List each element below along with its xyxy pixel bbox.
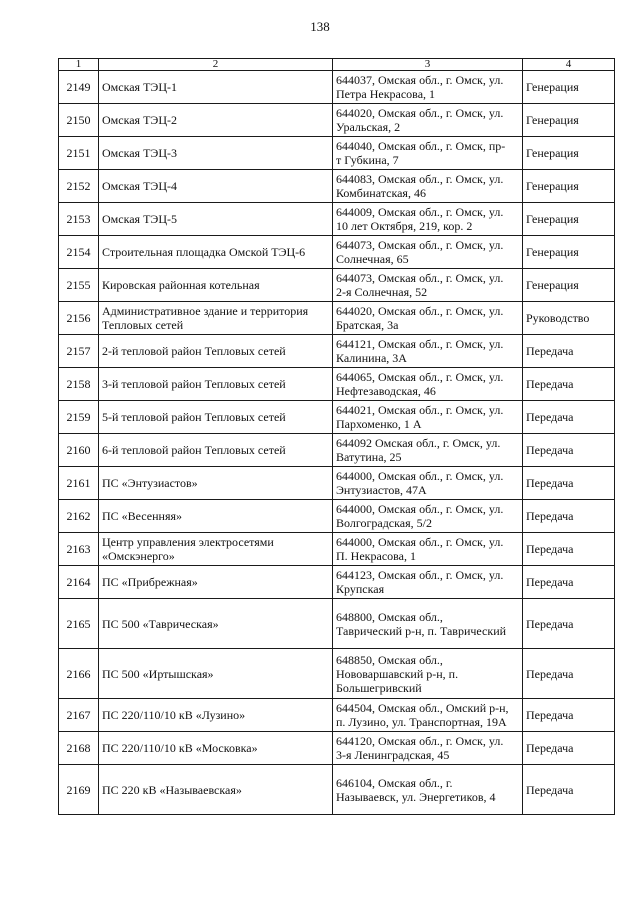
activity-type: Передача	[523, 368, 615, 401]
facility-address	[333, 732, 523, 765]
facility-address	[333, 236, 523, 269]
column-header: 1	[59, 59, 99, 71]
facility-address	[333, 170, 523, 203]
address-line: 644123, Омская обл., г. Омск, ул.	[336, 568, 504, 582]
activity-type: Генерация	[523, 236, 615, 269]
address-line: Братская, 3а	[336, 318, 399, 332]
facility-name: Кировская районная котельная	[99, 269, 333, 302]
address-line: П. Некрасова, 1	[336, 549, 416, 563]
table-row	[59, 533, 615, 566]
table-row	[59, 335, 615, 368]
address-line: Энтузиастов, 47А	[336, 483, 427, 497]
row-number: 2162	[59, 500, 99, 533]
facility-name: Омская ТЭЦ-2	[99, 104, 333, 137]
table-row	[59, 302, 615, 335]
address-line: Ватутина, 25	[336, 450, 402, 464]
activity-type: Генерация	[523, 170, 615, 203]
address-line: Уральская, 2	[336, 120, 401, 134]
page-number: 138	[310, 19, 330, 34]
facility-name: Административное здание и территория Тепловых сетей	[99, 302, 333, 335]
address-line: 644009, Омская обл., г. Омск, ул.	[336, 205, 504, 219]
facility-address	[333, 566, 523, 599]
facility-address	[333, 533, 523, 566]
facility-name: ПС 220/110/10 кВ «Московка»	[99, 732, 333, 765]
address-line: т Губкина, 7	[336, 153, 399, 167]
row-number: 2150	[59, 104, 99, 137]
facility-address	[333, 269, 523, 302]
table-row	[59, 566, 615, 599]
address-line: п. Лузино, ул. Транспортная, 19А	[336, 715, 507, 729]
table-row	[59, 170, 615, 203]
activity-type: Передача	[523, 732, 615, 765]
activity-type: Генерация	[523, 137, 615, 170]
facility-name: Центр управления электросетями «Омскэнерго»	[99, 533, 333, 566]
address-line: Солнечная, 65	[336, 252, 409, 266]
address-line: Пархоменко, 1 А	[336, 417, 422, 431]
address-line: 644040, Омская обл., г. Омск, пр-	[336, 139, 506, 153]
activity-type: Генерация	[523, 269, 615, 302]
address-line: 644065, Омская обл., г. Омск, ул.	[336, 370, 504, 384]
facility-name: ПС «Энтузиастов»	[99, 467, 333, 500]
row-number: 2166	[59, 649, 99, 699]
facility-address	[333, 765, 523, 815]
facility-name: Строительная площадка Омской ТЭЦ-6	[99, 236, 333, 269]
facility-name: ПС 500 «Иртышская»	[99, 649, 333, 699]
address-line: Большегривский	[336, 680, 422, 695]
activity-type: Передача	[523, 765, 615, 815]
address-line: Нефтезаводская, 46	[336, 384, 436, 398]
activity-type: Передача	[523, 649, 615, 699]
facility-name: ПС «Прибрежная»	[99, 566, 333, 599]
address-line: 3-я Ленинградская, 45	[336, 748, 450, 762]
address-line: 644000, Омская обл., г. Омск, ул.	[336, 535, 504, 549]
facility-address	[333, 500, 523, 533]
address-line: 644020, Омская обл., г. Омск, ул.	[336, 106, 504, 120]
activity-type: Генерация	[523, 203, 615, 236]
facility-address	[333, 71, 523, 104]
facility-name: 3-й тепловой район Тепловых сетей	[99, 368, 333, 401]
facility-name: 6-й тепловой район Тепловых сетей	[99, 434, 333, 467]
facility-name: ПС 220/110/10 кВ «Лузино»	[99, 699, 333, 732]
row-number: 2156	[59, 302, 99, 335]
address-line: Таврический р-н, п. Таврический	[336, 623, 507, 638]
address-line: 644120, Омская обл., г. Омск, ул.	[336, 734, 504, 748]
address-line: Волгоградская, 5/2	[336, 516, 432, 530]
activity-type: Генерация	[523, 71, 615, 104]
table-row	[59, 269, 615, 302]
activity-type: Передача	[523, 401, 615, 434]
facility-address	[333, 649, 523, 699]
table-row	[59, 368, 615, 401]
table-row	[59, 236, 615, 269]
table-row	[59, 500, 615, 533]
address-line: 644000, Омская обл., г. Омск, ул.	[336, 469, 504, 483]
address-line: 644073, Омская обл., г. Омск, ул.	[336, 271, 504, 285]
facility-name: 2-й тепловой район Тепловых сетей	[99, 335, 333, 368]
column-header: 3	[333, 59, 523, 71]
activity-type: Передача	[523, 533, 615, 566]
activity-type: Передача	[523, 434, 615, 467]
table-row	[59, 732, 615, 765]
facility-address	[333, 467, 523, 500]
facilities-table	[58, 58, 615, 815]
address-line: 644020, Омская обл., г. Омск, ул.	[336, 304, 504, 318]
activity-type: Передача	[523, 699, 615, 732]
table-row	[59, 104, 615, 137]
facility-address	[333, 599, 523, 649]
address-line: Петра Некрасова, 1	[336, 87, 436, 101]
activity-type: Руководство	[523, 302, 615, 335]
address-line: 644073, Омская обл., г. Омск, ул.	[336, 238, 504, 252]
row-number: 2168	[59, 732, 99, 765]
address-line: Калинина, 3А	[336, 351, 407, 365]
address-line: 644083, Омская обл., г. Омск, ул.	[336, 172, 504, 186]
address-line: 644092 Омская обл., г. Омск, ул.	[336, 436, 501, 450]
activity-type: Передача	[523, 599, 615, 649]
facility-name: 5-й тепловой район Тепловых сетей	[99, 401, 333, 434]
row-number: 2151	[59, 137, 99, 170]
facility-name: Омская ТЭЦ-5	[99, 203, 333, 236]
address-line: 648850, Омская обл.,	[336, 652, 443, 667]
column-header: 4	[523, 59, 615, 71]
table-row	[59, 71, 615, 104]
facility-name: Омская ТЭЦ-4	[99, 170, 333, 203]
row-number: 2165	[59, 599, 99, 649]
row-number: 2159	[59, 401, 99, 434]
table-header-row	[59, 59, 615, 71]
table-row	[59, 467, 615, 500]
facility-name: ПС 500 «Таврическая»	[99, 599, 333, 649]
activity-type: Передача	[523, 566, 615, 599]
address-line: Крупская	[336, 582, 385, 596]
facility-name: ПС «Весенняя»	[99, 500, 333, 533]
facility-name: Омская ТЭЦ-3	[99, 137, 333, 170]
address-line: 648800, Омская обл.,	[336, 609, 443, 624]
table-row	[59, 649, 615, 699]
facility-address	[333, 335, 523, 368]
activity-type: Передача	[523, 500, 615, 533]
row-number: 2153	[59, 203, 99, 236]
row-number: 2154	[59, 236, 99, 269]
address-line: 644121, Омская обл., г. Омск, ул.	[336, 337, 504, 351]
row-number: 2169	[59, 765, 99, 815]
address-line: Комбинатская, 46	[336, 186, 426, 200]
address-line: 644037, Омская обл., г. Омск, ул.	[336, 73, 504, 87]
row-number: 2164	[59, 566, 99, 599]
row-number: 2167	[59, 699, 99, 732]
column-header: 2	[99, 59, 333, 71]
activity-type: Передача	[523, 335, 615, 368]
address-line: Нововаршавский р-н, п.	[336, 666, 459, 681]
table-row	[59, 599, 615, 649]
facility-address	[333, 401, 523, 434]
address-line: Называевск, ул. Энергетиков, 4	[336, 789, 496, 804]
address-line: 10 лет Октября, 219, кор. 2	[336, 219, 473, 233]
table-row	[59, 137, 615, 170]
facility-address	[333, 368, 523, 401]
table-body	[59, 71, 615, 815]
facility-address	[333, 302, 523, 335]
row-number: 2160	[59, 434, 99, 467]
table-row	[59, 765, 615, 815]
facility-address	[333, 203, 523, 236]
facility-address	[333, 434, 523, 467]
activity-type: Передача	[523, 467, 615, 500]
address-line: 2-я Солнечная, 52	[336, 285, 428, 299]
facility-address	[333, 137, 523, 170]
facility-name: Омская ТЭЦ-1	[99, 71, 333, 104]
row-number: 2158	[59, 368, 99, 401]
row-number: 2152	[59, 170, 99, 203]
table-row	[59, 203, 615, 236]
table-row	[59, 401, 615, 434]
row-number: 2161	[59, 467, 99, 500]
facility-address	[333, 104, 523, 137]
facility-name: ПС 220 кВ «Называевская»	[99, 765, 333, 815]
address-line: 644504, Омская обл., Омский р-н,	[336, 701, 509, 715]
address-line: 646104, Омская обл., г.	[336, 775, 453, 790]
activity-type: Генерация	[523, 104, 615, 137]
row-number: 2163	[59, 533, 99, 566]
row-number: 2149	[59, 71, 99, 104]
address-line: 644000, Омская обл., г. Омск, ул.	[336, 502, 504, 516]
facility-address	[333, 699, 523, 732]
row-number: 2157	[59, 335, 99, 368]
row-number: 2155	[59, 269, 99, 302]
table-row	[59, 699, 615, 732]
table-row	[59, 434, 615, 467]
address-line: 644021, Омская обл., г. Омск, ул.	[336, 403, 504, 417]
